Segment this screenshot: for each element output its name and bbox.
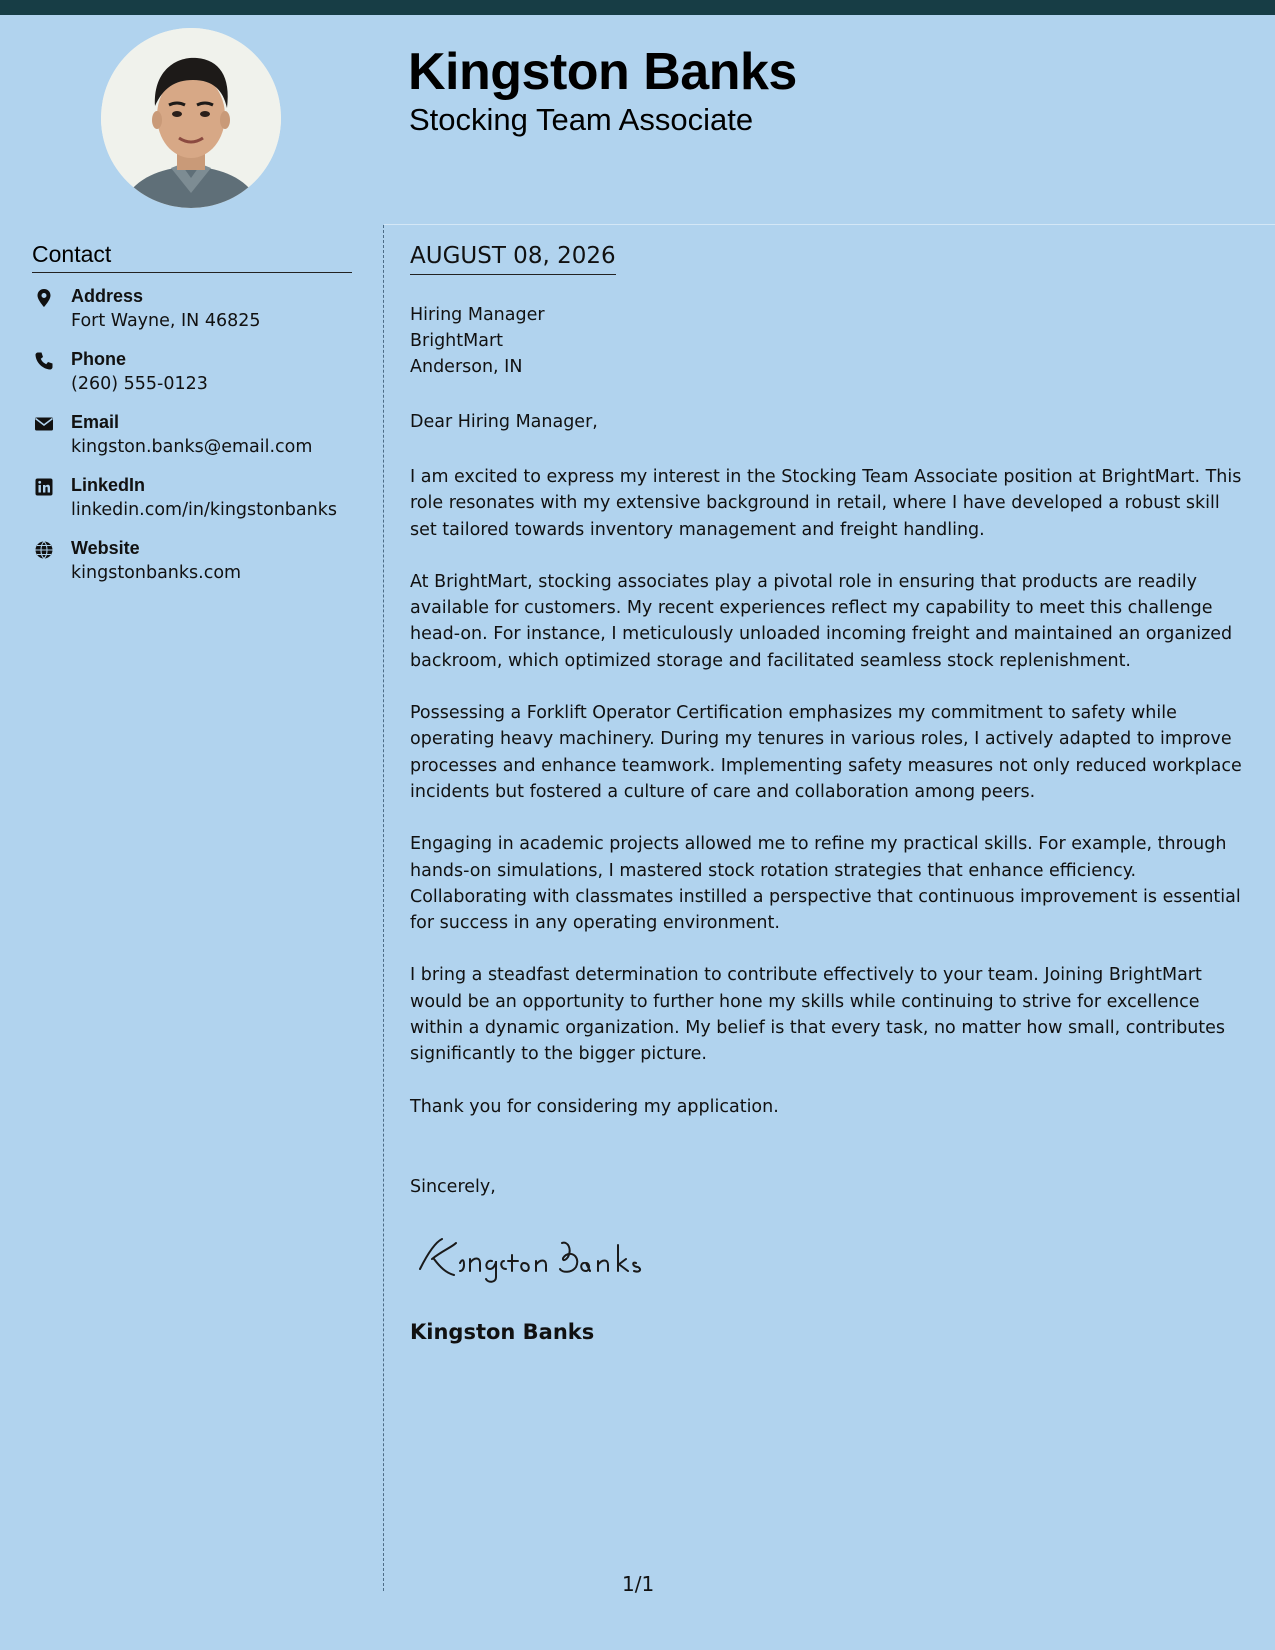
contact-value: kingstonbanks.com [71, 563, 242, 583]
recipient-line: Anderson, IN [410, 357, 523, 377]
contact-item-email [32, 412, 362, 475]
handwritten-signature [412, 1229, 672, 1289]
recipient-line: Hiring Manager [410, 305, 545, 325]
body-paragraph: I am excited to express my interest in the Stocking Team Associate position at BrightMart. This role resonates with my extensive background in retail, where I have developed a robust skill set tailored towards inventory management and freight handling. [410, 467, 1242, 540]
applicant-job-title: Stocking Team Associate [409, 102, 754, 137]
body-paragraph: At BrightMart, stocking associates play a pivotal role in ensuring that products are readily available for customers. My recent experiences reflect my capability to meet this challenge head-on. For instance, I meticulously unloaded incoming freight and maintained an organized backroom, which optimized storage and facilitated seamless stock replenishment. [410, 571, 1233, 671]
page-number: 1/1 [622, 1572, 655, 1596]
column-divider [383, 225, 384, 1591]
contact-list [32, 286, 362, 601]
body-paragraph: Engaging in academic projects allowed me to refine my practical skills. For example, through hands-on simulations, I mastered stock rotation strategies that enhance efficiency. Collaborating with classmates instilled a perspective that continuous improvement is essential for success in any operating environment. [410, 834, 1241, 934]
linkedin-icon [34, 477, 54, 497]
location-pin-icon [34, 288, 54, 308]
contact-label: Phone [71, 349, 127, 369]
body-paragraph: I bring a steadfast determination to contribute effectively to your team. Joining BrightMart would be an opportunity to further hone my skills while continuing to strive for excellence within a dynamic organization. My belief is that every task, no matter how small, contributes significantly to the bigger picture. [410, 965, 1226, 1065]
globe-icon [34, 540, 54, 560]
contact-value: Fort Wayne, IN 46825 [71, 311, 261, 331]
contact-item-phone [32, 349, 362, 412]
greeting: Dear Hiring Manager, [410, 412, 598, 432]
recipient-block [410, 302, 545, 380]
contact-label: LinkedIn [71, 475, 146, 495]
envelope-icon [34, 414, 54, 434]
contact-label: Email [71, 412, 120, 432]
contact-label: Address [71, 286, 144, 306]
phone-icon [34, 351, 54, 371]
signer-name: Kingston Banks [410, 1320, 595, 1344]
header-divider [384, 224, 1275, 225]
contact-heading: Contact [32, 241, 352, 273]
top-accent-bar [0, 0, 1275, 15]
contact-item-address [32, 286, 362, 349]
contact-label: Website [71, 538, 140, 558]
contact-value: linkedin.com/in/kingstonbanks [71, 500, 337, 520]
contact-item-linkedin [32, 475, 362, 538]
contact-item-website [32, 538, 362, 601]
recipient-line: BrightMart [410, 331, 504, 351]
letter-date: AUGUST 08, 2026 [410, 243, 616, 275]
contact-value: (260) 555-0123 [71, 374, 208, 394]
body-paragraph: Thank you for considering my application. [410, 1096, 779, 1117]
profile-photo [101, 28, 281, 208]
applicant-name: Kingston Banks [408, 43, 797, 101]
body-paragraph: Possessing a Forklift Operator Certification emphasizes my commitment to safety while operating heavy machinery. During my tenures in various roles, I actively adapted to improve processes and enhance teamwork. Implementing safety measures not only reduced workplace incidents but fostered a culture of care and collaboration among peers. [410, 703, 1242, 802]
closing: Sincerely, [410, 1177, 496, 1197]
letter-body [410, 464, 1250, 1146]
contact-value: kingston.banks@email.com [71, 437, 313, 457]
